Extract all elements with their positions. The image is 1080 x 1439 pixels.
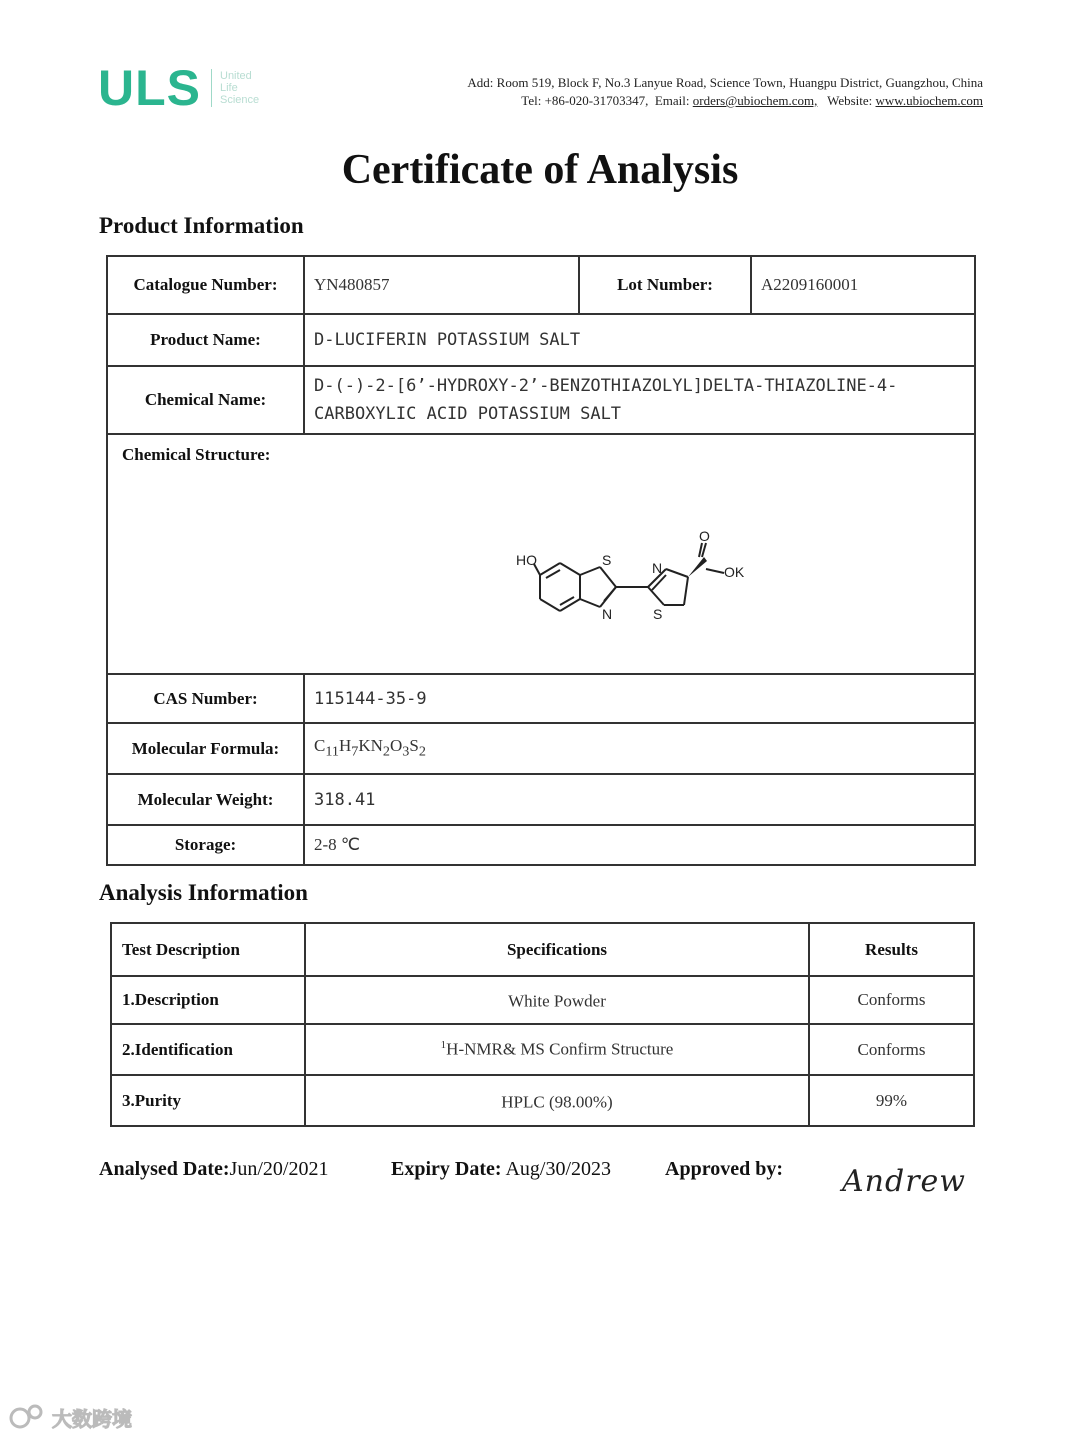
molecular-formula-label: Molecular Formula: bbox=[107, 723, 304, 774]
specification-text: HPLC (98.00%) bbox=[501, 1092, 613, 1112]
structure-atom-label: S bbox=[602, 552, 612, 568]
column-header: Results bbox=[809, 923, 974, 976]
email-link[interactable]: orders@ubiochem.com, bbox=[692, 93, 818, 108]
table-row bbox=[111, 1075, 974, 1126]
molecular-formula-value bbox=[304, 723, 975, 774]
storage-row bbox=[107, 825, 975, 865]
result-cell: Conforms bbox=[809, 1024, 974, 1075]
column-header: Test Description bbox=[111, 923, 305, 976]
expiry-date-value: Aug/30/2023 bbox=[505, 1158, 612, 1180]
product-information-table bbox=[106, 255, 976, 866]
table-row bbox=[111, 1024, 974, 1075]
table-row bbox=[111, 976, 974, 1024]
lot-number-value: A2209160001 bbox=[751, 256, 975, 314]
cas-number-value: 115144-35-9 bbox=[304, 674, 975, 723]
expiry-date-label: Expiry Date: bbox=[391, 1158, 502, 1180]
specification-superscript: 1 bbox=[440, 1039, 447, 1052]
specification-cell bbox=[305, 1024, 809, 1075]
chemical-structure-diagram bbox=[516, 513, 756, 622]
chemical-name-label: Chemical Name: bbox=[107, 366, 304, 434]
analysed-date-value: Jun/20/2021 bbox=[229, 1158, 329, 1180]
catalogue-row bbox=[107, 256, 975, 314]
document-title: Certificate of Analysis bbox=[341, 147, 739, 193]
logo-divider bbox=[211, 69, 212, 107]
website-link[interactable]: www.ubiochem.com bbox=[875, 93, 983, 108]
website-label: Website: bbox=[827, 93, 873, 108]
company-address: Add: Room 519, Block F, No.3 Lanyue Road, Science Town, Huangpu District, Guangzhou, China bbox=[467, 75, 983, 90]
formula-subscript: 2 bbox=[418, 743, 426, 760]
watermark-logo-icon bbox=[8, 1402, 48, 1432]
storage-label: Storage: bbox=[107, 825, 304, 865]
analysed-date-label: Analysed Date: bbox=[99, 1158, 230, 1180]
chemical-name-value bbox=[304, 366, 975, 434]
formula-subscript: 3 bbox=[402, 743, 410, 760]
chemical-name-line: D-(-)-2-[6’-HYDROXY-2’-BENZOTHIAZOLYL]DELTA-THIAZOLINE-4- bbox=[314, 376, 898, 396]
result-cell: 99% bbox=[809, 1075, 974, 1126]
specification-cell bbox=[305, 1075, 809, 1126]
tel-label: Tel: bbox=[521, 93, 542, 108]
formula-part: O bbox=[389, 736, 403, 756]
structure-atom-label: HO bbox=[516, 552, 537, 568]
logo-subtext-line: Life bbox=[220, 82, 238, 94]
company-logo bbox=[98, 62, 259, 114]
chemical-structure-label: Chemical Structure: bbox=[122, 445, 271, 464]
formula-part: C bbox=[314, 736, 326, 756]
table-header-row bbox=[111, 923, 974, 976]
molecular-weight-value: 318.41 bbox=[304, 774, 975, 825]
specification-cell bbox=[305, 976, 809, 1024]
logo-subtext bbox=[220, 70, 259, 106]
product-name-row bbox=[107, 314, 975, 366]
formula-subscript: 11 bbox=[325, 743, 339, 760]
structure-atom-label: OK bbox=[724, 564, 745, 580]
cas-number-label: CAS Number: bbox=[107, 674, 304, 723]
column-header: Specifications bbox=[305, 923, 809, 976]
structure-atom-label: N bbox=[602, 606, 613, 622]
chemical-structure-cell bbox=[107, 434, 975, 674]
formula-part: S bbox=[409, 736, 419, 756]
handwritten-signature: Andrew bbox=[842, 1164, 966, 1199]
test-description-cell: 2.Identification bbox=[111, 1024, 305, 1075]
catalogue-number-label: Catalogue Number: bbox=[107, 256, 304, 314]
tel-value: +86-020-31703347, bbox=[544, 93, 649, 108]
watermark-text: 大数跨境 bbox=[52, 1406, 132, 1431]
formula-part: KN bbox=[358, 736, 383, 756]
expiry-date bbox=[391, 1158, 611, 1181]
formula-row bbox=[107, 723, 975, 774]
specification-text: H-NMR& MS Confirm Structure bbox=[446, 1039, 674, 1059]
formula-subscript: 7 bbox=[351, 743, 359, 760]
analysed-date bbox=[99, 1158, 328, 1181]
test-description-cell: 3.Purity bbox=[111, 1075, 305, 1126]
chemical-name-row bbox=[107, 366, 975, 434]
logo-text: ULS bbox=[98, 60, 201, 116]
specification-text: White Powder bbox=[508, 991, 606, 1011]
structure-atom-label: N bbox=[652, 560, 663, 576]
chemical-name-line: CARBOXYLIC ACID POTASSIUM SALT bbox=[314, 404, 622, 424]
product-information-heading: Product Information bbox=[99, 213, 304, 238]
product-name-value: D-LUCIFERIN POTASSIUM SALT bbox=[304, 314, 975, 366]
formula-subscript: 2 bbox=[382, 743, 390, 760]
approved-by-label: Approved by: bbox=[665, 1158, 783, 1180]
storage-value: 2-8 ℃ bbox=[304, 825, 975, 865]
product-name-label: Product Name: bbox=[107, 314, 304, 366]
analysis-information-table bbox=[110, 922, 975, 1127]
test-description-cell: 1.Description bbox=[111, 976, 305, 1024]
catalogue-number-value: YN480857 bbox=[304, 256, 579, 314]
lot-number-label: Lot Number: bbox=[579, 256, 751, 314]
chemical-structure-row bbox=[107, 434, 975, 674]
approved-by bbox=[665, 1158, 783, 1181]
logo-subtext-line: Science bbox=[220, 94, 260, 106]
weight-row bbox=[107, 774, 975, 825]
analysis-information-heading: Analysis Information bbox=[99, 880, 308, 905]
structure-atom-label: O bbox=[699, 528, 710, 544]
watermark bbox=[8, 1402, 132, 1432]
formula-part: H bbox=[338, 736, 352, 756]
result-cell: Conforms bbox=[809, 976, 974, 1024]
molecular-weight-label: Molecular Weight: bbox=[107, 774, 304, 825]
company-contact-line bbox=[467, 92, 983, 110]
header-contact bbox=[467, 74, 983, 110]
logo-subtext-line: United bbox=[220, 70, 252, 82]
email-label: Email: bbox=[654, 93, 690, 108]
cas-row bbox=[107, 674, 975, 723]
structure-atom-label: S bbox=[653, 606, 663, 622]
